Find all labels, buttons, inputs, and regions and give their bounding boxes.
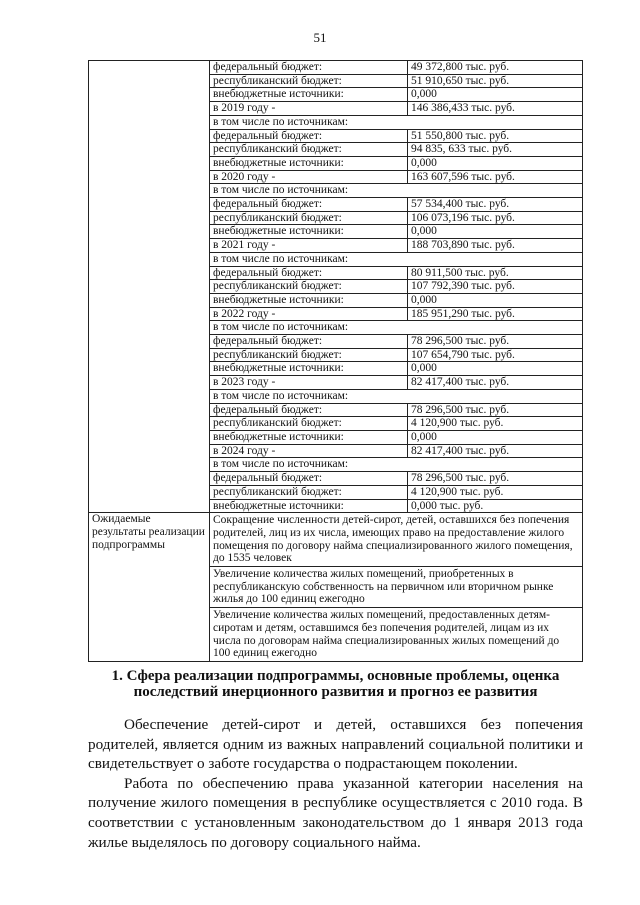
funding-table-row: [210, 88, 582, 102]
funding-source: в 2024 году -: [210, 444, 408, 458]
funding-source: внебюджетные источники:: [210, 362, 408, 376]
page-number: 51: [313, 30, 327, 45]
funding-table-row: [210, 225, 582, 239]
funding-table-row: [210, 239, 582, 253]
funding-source: в том числе по источникам:: [210, 321, 582, 335]
funding-amount: 57 534,400 тыс. руб.: [408, 198, 583, 212]
funding-source: федеральный бюджет:: [210, 472, 408, 486]
result-item-2: Увеличение количества жилых помещений, приобретенных в республиканскую собственность на первичном или вторичном рынке жилья до 100 единиц ежегодно: [210, 567, 582, 608]
paragraph-1: Обеспечение детей-сирот и детей, оставшихся без попечения родителей, является одним из важных направлений социальной политики и свидетельствует о заботе государства о подрастающем поколении.: [88, 716, 583, 773]
result-item-3: Увеличение количества жилых помещений, предоставленных детям-сиротам и детям, оставшимся без попечения родителей, лицам из их числа по договорам найма специализированных жилых помещений до 100 единиц ежегодно: [213, 609, 560, 660]
funding-table-row: [210, 417, 582, 431]
funding-amount: 82 417,400 тыс. руб.: [408, 376, 583, 390]
funding-source: федеральный бюджет:: [210, 266, 408, 280]
funding-amount: 0,000: [408, 88, 583, 102]
results-cell: [210, 513, 583, 662]
funding-source: федеральный бюджет:: [210, 403, 408, 417]
funding-table-row: [210, 170, 582, 184]
funding-amount: 0,000: [408, 430, 583, 444]
funding-amount: 107 654,790 тыс. руб.: [408, 348, 583, 362]
results-label: Ожидаемые результаты реализации подпрограммы: [89, 513, 210, 662]
funding-source: республиканский бюджет:: [210, 417, 408, 431]
funding-source: федеральный бюджет:: [210, 129, 408, 143]
funding-source: в том числе по источникам:: [210, 389, 582, 403]
funding-label-cell: [89, 61, 210, 513]
funding-table-row: [210, 115, 582, 129]
funding-source: внебюджетные источники:: [210, 88, 408, 102]
funding-table-row: [210, 403, 582, 417]
funding-table-row: [210, 184, 582, 198]
funding-amount: 78 296,500 тыс. руб.: [408, 403, 583, 417]
funding-table-row: [210, 430, 582, 444]
funding-table-row: [210, 198, 582, 212]
funding-table-row: [210, 348, 582, 362]
section-body: [88, 715, 583, 852]
funding-source: в 2023 году -: [210, 376, 408, 390]
funding-amount: 0,000: [408, 293, 583, 307]
funding-source: федеральный бюджет:: [210, 61, 408, 74]
funding-amount: 49 372,800 тыс. руб.: [408, 61, 583, 74]
funding-source: республиканский бюджет:: [210, 211, 408, 225]
funding-table-row: [210, 485, 582, 499]
funding-source: в том числе по источникам:: [210, 252, 582, 266]
funding-source: в том числе по источникам:: [210, 115, 582, 129]
funding-row: [89, 61, 583, 513]
funding-source: внебюджетные источники:: [210, 156, 408, 170]
result-item-1: Сокращение численности детей-сирот, детей, оставшихся без попечения родителей, лиц из их числа, имеющих право на предоставление жилого помещения по договору найма специализированного жилого помещения, до 1535 человек: [210, 513, 582, 567]
funding-amount: 78 296,500 тыс. руб.: [408, 472, 583, 486]
funding-table-row: [210, 74, 582, 88]
funding-source: республиканский бюджет:: [210, 143, 408, 157]
passport-table: [88, 60, 583, 662]
funding-table-row: [210, 61, 582, 74]
funding-table-row: [210, 280, 582, 294]
funding-source: в том числе по источникам:: [210, 458, 582, 472]
funding-table-row: [210, 472, 582, 486]
funding-table-row: [210, 389, 582, 403]
funding-table-row: [210, 307, 582, 321]
results-row: [89, 513, 583, 662]
funding-table: [210, 61, 582, 512]
funding-source: в 2022 году -: [210, 307, 408, 321]
funding-source: внебюджетные источники:: [210, 499, 408, 512]
funding-amount: 78 296,500 тыс. руб.: [408, 335, 583, 349]
funding-amount: 0,000: [408, 362, 583, 376]
funding-amount: 4 120,900 тыс. руб.: [408, 485, 583, 499]
funding-source: федеральный бюджет:: [210, 198, 408, 212]
funding-source: в 2019 году -: [210, 102, 408, 116]
funding-source: внебюджетные источники:: [210, 293, 408, 307]
funding-source: в 2020 году -: [210, 170, 408, 184]
funding-amount: 51 910,650 тыс. руб.: [408, 74, 583, 88]
funding-table-row: [210, 156, 582, 170]
funding-table-row: [210, 362, 582, 376]
funding-amount: 163 607,596 тыс. руб.: [408, 170, 583, 184]
funding-amount: 146 386,433 тыс. руб.: [408, 102, 583, 116]
funding-amount: 185 951,290 тыс. руб.: [408, 307, 583, 321]
funding-table-row: [210, 293, 582, 307]
paragraph-2: Работа по обеспечению права указанной категории населения на получение жилого помещения в республике осуществляется с 2010 года. В соответствии с установленным законодательством до 1 января 2013 года жилье выделялось по договору социального найма.: [88, 774, 583, 851]
funding-source: в 2021 году -: [210, 239, 408, 253]
funding-table-row: [210, 335, 582, 349]
funding-amount: 4 120,900 тыс. руб.: [408, 417, 583, 431]
funding-table-row: [210, 143, 582, 157]
funding-table-row: [210, 321, 582, 335]
funding-amount: 0,000: [408, 156, 583, 170]
funding-amount: 82 417,400 тыс. руб.: [408, 444, 583, 458]
funding-amount: 106 073,196 тыс. руб.: [408, 211, 583, 225]
funding-source: республиканский бюджет:: [210, 280, 408, 294]
funding-source: федеральный бюджет:: [210, 335, 408, 349]
funding-table-row: [210, 499, 582, 512]
funding-table-row: [210, 211, 582, 225]
funding-table-row: [210, 129, 582, 143]
funding-table-row: [210, 376, 582, 390]
funding-amount: 51 550,800 тыс. руб.: [408, 129, 583, 143]
funding-cell: [210, 61, 583, 513]
funding-table-row: [210, 102, 582, 116]
section-heading: 1. Сфера реализации подпрограммы, основные проблемы, оценка последствий инерционного развития и прогноз ее развития: [111, 668, 560, 700]
funding-table-row: [210, 266, 582, 280]
funding-source: республиканский бюджет:: [210, 74, 408, 88]
funding-amount: 94 835, 633 тыс. руб.: [408, 143, 583, 157]
funding-amount: 0,000: [408, 225, 583, 239]
funding-table-row: [210, 458, 582, 472]
funding-source: в том числе по источникам:: [210, 184, 582, 198]
funding-table-row: [210, 444, 582, 458]
funding-source: республиканский бюджет:: [210, 348, 408, 362]
funding-amount: 80 911,500 тыс. руб.: [408, 266, 583, 280]
funding-source: внебюджетные источники:: [210, 225, 408, 239]
funding-amount: 0,000 тыс. руб.: [411, 499, 484, 512]
funding-table-row: [210, 252, 582, 266]
funding-source: внебюджетные источники:: [210, 430, 408, 444]
funding-source: республиканский бюджет:: [210, 485, 408, 499]
funding-amount: 188 703,890 тыс. руб.: [408, 239, 583, 253]
funding-amount: 107 792,390 тыс. руб.: [408, 280, 583, 294]
